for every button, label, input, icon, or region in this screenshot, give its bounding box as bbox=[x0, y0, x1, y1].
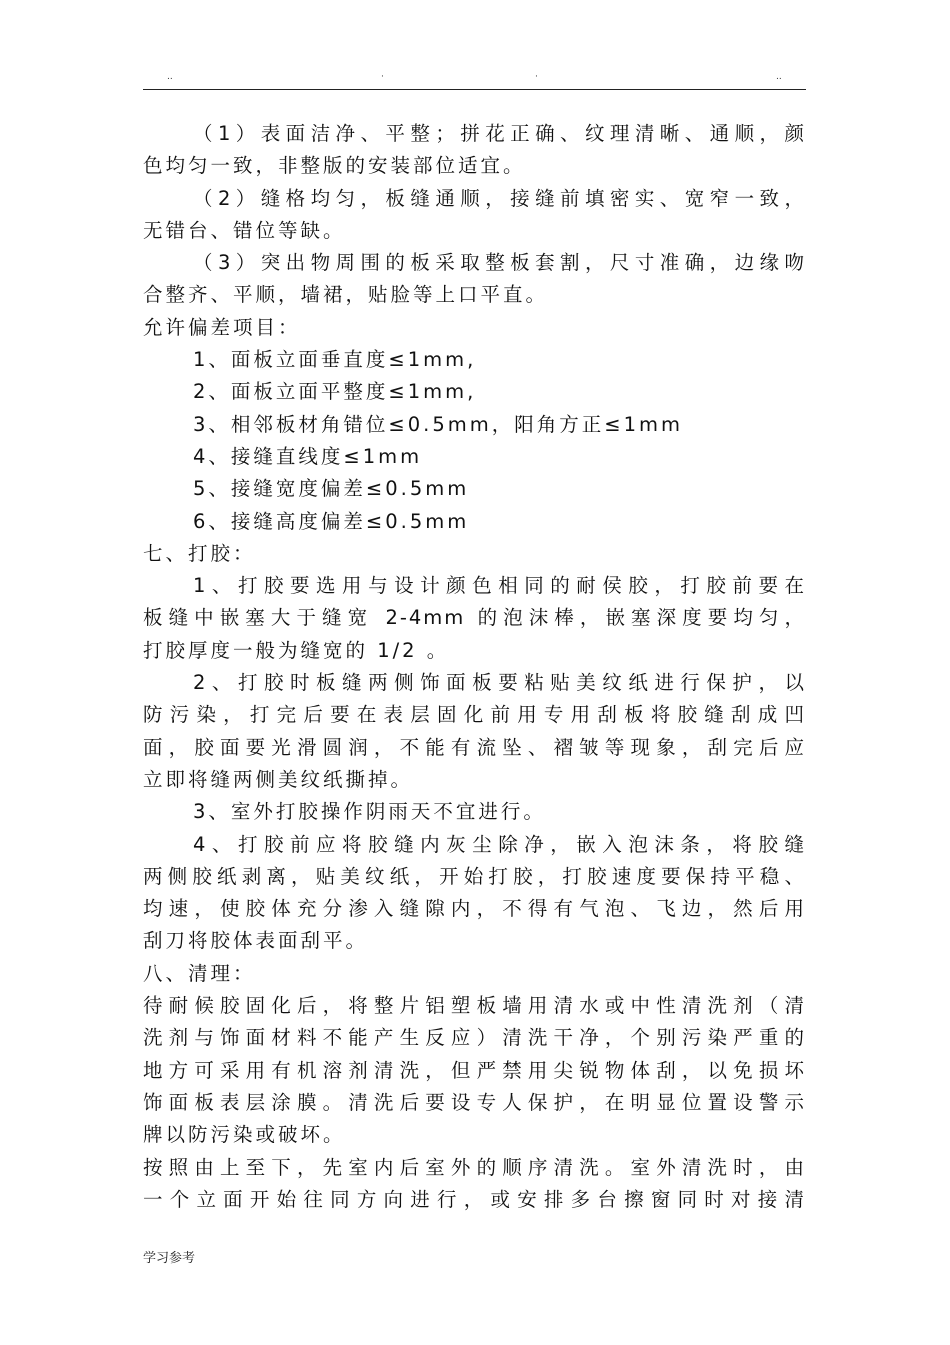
text-line: 无错台、错位等缺。 bbox=[143, 218, 346, 242]
text-line: 4、接缝直线度≤1mm bbox=[193, 444, 423, 468]
header-mark: .. bbox=[167, 72, 173, 82]
text-line: 色均匀一致，非整版的安装部位适宜。 bbox=[143, 154, 526, 178]
text-line: 立即将缝两侧美纹纸撕掉。 bbox=[143, 767, 414, 791]
header-mark: .. bbox=[776, 72, 782, 82]
text-line: 板缝中嵌塞大于缝宽 2-4mm 的泡沫棒，嵌塞深度要均匀， bbox=[143, 606, 806, 630]
text-line: 2、打胶时板缝两侧饰面板要粘贴美纹纸进行保护，以 bbox=[193, 671, 806, 695]
text-line: （3）突出物周围的板采取整板套割，尺寸准确，边缘吻 bbox=[193, 251, 806, 275]
text-line: 防污染，打完后要在表层固化前用专用刮板将胶缝刮成凹 bbox=[143, 703, 806, 727]
header-rule bbox=[143, 89, 806, 90]
text-line: 2、面板立面平整度≤1mm, bbox=[193, 380, 477, 404]
document-body bbox=[143, 118, 806, 1216]
text-line: 合整齐、平顺，墙裙，贴脸等上口平直。 bbox=[143, 283, 549, 307]
page-footer: 学习参考 bbox=[143, 1251, 196, 1266]
header-mark: · bbox=[535, 72, 538, 82]
header-mark: · bbox=[381, 72, 384, 82]
text-line: 饰面板表层涂膜。清洗后要设专人保护，在明显位置设警示 bbox=[143, 1090, 806, 1114]
text-line: 待耐候胶固化后，将整片铝塑板墙用清水或中性清洗剂（清 bbox=[143, 994, 806, 1018]
text-line: 5、接缝宽度偏差≤0.5mm bbox=[193, 477, 470, 501]
text-line: 3、室外打胶操作阴雨天不宜进行。 bbox=[193, 800, 546, 824]
text-line: 允许偏差项目： bbox=[143, 315, 301, 339]
text-line: 面，胶面要光滑圆润，不能有流坠、褶皱等现象，刮完后应 bbox=[143, 735, 806, 759]
text-line: 打胶厚度一般为缝宽的 1/2 。 bbox=[143, 638, 450, 662]
text-line: 刮刀将胶体表面刮平。 bbox=[143, 929, 369, 953]
text-line: 1、面板立面垂直度≤1mm, bbox=[193, 348, 477, 372]
page-header-marks bbox=[143, 72, 806, 86]
text-line: （1）表面洁净、平整；拼花正确、纹理清晰、通顺，颜 bbox=[193, 122, 806, 145]
text-line: 七、打胶： bbox=[143, 541, 256, 565]
text-line: 6、接缝高度偏差≤0.5mm bbox=[193, 509, 470, 533]
text-line: 均速，使胶体充分渗入缝隙内，不得有气泡、飞边，然后用 bbox=[143, 897, 806, 921]
text-line: 一个立面开始往同方向进行，或安排多台擦窗同时对接清 bbox=[143, 1187, 806, 1211]
text-line: 洗剂与饰面材料不能产生反应）清洗干净，个别污染严重的 bbox=[143, 1026, 806, 1050]
text-line: 4、打胶前应将胶缝内灰尘除净，嵌入泡沫条，将胶缝 bbox=[193, 832, 806, 856]
text-line: 地方可采用有机溶剂清洗，但严禁用尖锐物体刮，以免损坏 bbox=[143, 1058, 806, 1082]
text-line: 1、打胶要选用与设计颜色相同的耐侯胶，打胶前要在 bbox=[193, 574, 806, 598]
text-line: 按照由上至下，先室内后室外的顺序清洗。室外清洗时，由 bbox=[143, 1155, 806, 1179]
text-line: 3、相邻板材角错位≤0.5mm，阳角方正≤1mm bbox=[193, 412, 683, 436]
text-line: 两侧胶纸剥离，贴美纹纸，开始打胶，打胶速度要保持平稳、 bbox=[143, 864, 806, 888]
text-line: 牌以防污染或破坏。 bbox=[143, 1123, 346, 1147]
text-line: 八、清理： bbox=[143, 961, 256, 985]
text-line: （2）缝格均匀，板缝通顺，接缝前填密实、宽窄一致， bbox=[193, 186, 806, 210]
